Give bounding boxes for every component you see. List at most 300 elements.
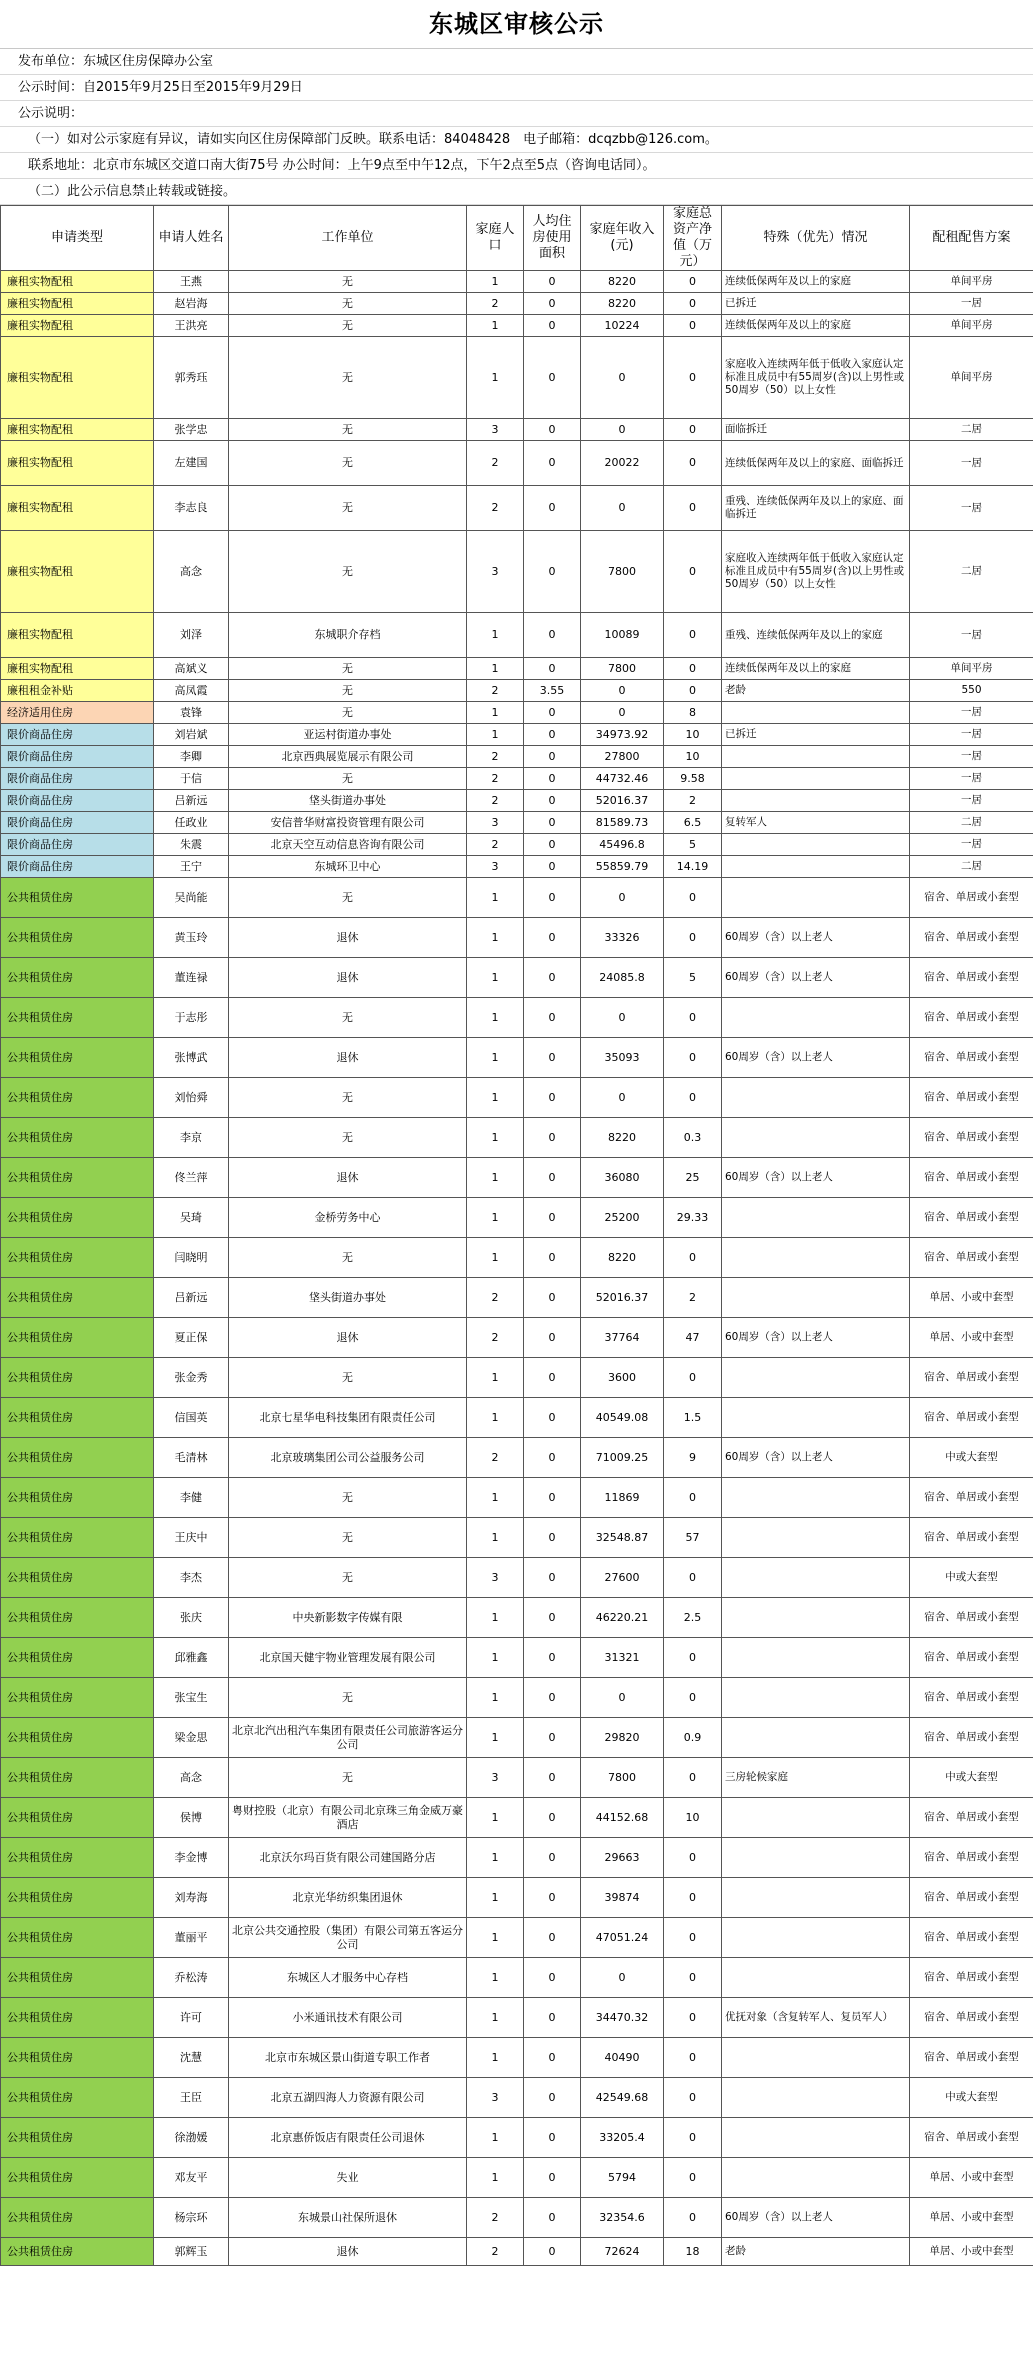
table-row <box>1 680 1033 702</box>
cell-population: 1 <box>467 315 524 337</box>
cell-assets: 0 <box>664 878 722 918</box>
cell-name: 吴尚能 <box>154 878 229 918</box>
cell-type: 公共租赁住房 <box>1 1678 154 1718</box>
cell-income: 27600 <box>581 1558 664 1598</box>
cell-type: 公共租赁住房 <box>1 918 154 958</box>
cell-area: 0 <box>524 702 581 724</box>
cell-type: 公共租赁住房 <box>1 1798 154 1838</box>
cell-income: 34470.32 <box>581 1998 664 2038</box>
cell-name: 李健 <box>154 1478 229 1518</box>
cell-type: 公共租赁住房 <box>1 2038 154 2078</box>
publisher-line: 发布单位：东城区住房保障办公室 <box>0 49 1033 75</box>
cell-name: 李杰 <box>154 1558 229 1598</box>
cell-type: 公共租赁住房 <box>1 1158 154 1198</box>
cell-name: 朱震 <box>154 834 229 856</box>
cell-special: 老龄 <box>722 680 910 702</box>
cell-unit: 无 <box>229 998 467 1038</box>
cell-population: 1 <box>467 1358 524 1398</box>
cell-assets: 0 <box>664 441 722 486</box>
cell-population: 1 <box>467 702 524 724</box>
cell-income: 40490 <box>581 2038 664 2078</box>
cell-population: 1 <box>467 1158 524 1198</box>
cell-income: 7800 <box>581 531 664 613</box>
table-row <box>1 1558 1033 1598</box>
cell-scheme: 宿舍、单居或小套型 <box>910 1798 1033 1838</box>
table-row <box>1 613 1033 658</box>
cell-scheme: 550 <box>910 680 1033 702</box>
cell-scheme: 一居 <box>910 834 1033 856</box>
cell-assets: 0 <box>664 680 722 702</box>
cell-unit: 中央新影数字传媒有限 <box>229 1598 467 1638</box>
cell-population: 1 <box>467 1598 524 1638</box>
cell-population: 3 <box>467 1558 524 1598</box>
cell-population: 1 <box>467 1078 524 1118</box>
table-row <box>1 2038 1033 2078</box>
cell-area: 0 <box>524 958 581 998</box>
cell-unit: 北京市东城区景山街道专职工作者 <box>229 2038 467 2078</box>
cell-name: 黄玉玲 <box>154 918 229 958</box>
cell-special <box>722 1638 910 1678</box>
cell-special: 连续低保两年及以上的家庭、面临拆迁 <box>722 441 910 486</box>
cell-unit: 东城景山社保所退休 <box>229 2198 467 2238</box>
cell-name: 王洪亮 <box>154 315 229 337</box>
cell-income: 45496.8 <box>581 834 664 856</box>
cell-income: 7800 <box>581 1758 664 1798</box>
cell-population: 1 <box>467 271 524 293</box>
cell-assets: 0 <box>664 1558 722 1598</box>
cell-name: 乔松涛 <box>154 1958 229 1998</box>
cell-name: 董丽平 <box>154 1918 229 1958</box>
cell-assets: 0 <box>664 1918 722 1958</box>
cell-area: 0 <box>524 1318 581 1358</box>
cell-scheme: 中或大套型 <box>910 2078 1033 2118</box>
cell-population: 2 <box>467 441 524 486</box>
table-row <box>1 918 1033 958</box>
page-title: 东城区审核公示 <box>0 0 1033 49</box>
col-header-income: 家庭年收入(元) <box>581 206 664 271</box>
cell-income: 0 <box>581 1958 664 1998</box>
cell-income: 37764 <box>581 1318 664 1358</box>
cell-income: 29663 <box>581 1838 664 1878</box>
cell-assets: 0 <box>664 918 722 958</box>
cell-name: 闫晓明 <box>154 1238 229 1278</box>
cell-area: 0 <box>524 2158 581 2198</box>
cell-area: 0 <box>524 1678 581 1718</box>
cell-type: 公共租赁住房 <box>1 1438 154 1478</box>
cell-population: 1 <box>467 724 524 746</box>
cell-scheme: 宿舍、单居或小套型 <box>910 2038 1033 2078</box>
cell-population: 1 <box>467 613 524 658</box>
cell-income: 31321 <box>581 1638 664 1678</box>
cell-scheme: 宿舍、单居或小套型 <box>910 1598 1033 1638</box>
note-address: 联系地址：北京市东城区交道口南大街75号 办公时间：上午9点至中午12点，下午2点至5点（咨询电话同）。 <box>0 153 1033 179</box>
table-row <box>1 2238 1033 2266</box>
cell-population: 1 <box>467 958 524 998</box>
cell-type: 公共租赁住房 <box>1 2158 154 2198</box>
cell-name: 许可 <box>154 1998 229 2038</box>
cell-special <box>722 1718 910 1758</box>
cell-unit: 北京国天健宇物业管理发展有限公司 <box>229 1638 467 1678</box>
cell-population: 1 <box>467 1478 524 1518</box>
cell-scheme: 宿舍、单居或小套型 <box>910 1118 1033 1158</box>
cell-name: 高念 <box>154 531 229 613</box>
cell-name: 吕新远 <box>154 790 229 812</box>
cell-assets: 29.33 <box>664 1198 722 1238</box>
cell-special: 连续低保两年及以上的家庭 <box>722 271 910 293</box>
cell-unit: 北京七星华电科技集团有限责任公司 <box>229 1398 467 1438</box>
cell-name: 高念 <box>154 1758 229 1798</box>
cell-scheme: 单间平房 <box>910 658 1033 680</box>
cell-area: 0 <box>524 1398 581 1438</box>
cell-special <box>722 768 910 790</box>
cell-unit: 无 <box>229 1678 467 1718</box>
cell-assets: 0 <box>664 613 722 658</box>
cell-name: 张博武 <box>154 1038 229 1078</box>
cell-type: 公共租赁住房 <box>1 998 154 1038</box>
table-row <box>1 1478 1033 1518</box>
cell-income: 81589.73 <box>581 812 664 834</box>
cell-special: 重残、连续低保两年及以上的家庭、面临拆迁 <box>722 486 910 531</box>
cell-name: 袁锋 <box>154 702 229 724</box>
cell-area: 0 <box>524 1838 581 1878</box>
cell-scheme: 宿舍、单居或小套型 <box>910 998 1033 1038</box>
cell-income: 25200 <box>581 1198 664 1238</box>
cell-population: 1 <box>467 2118 524 2158</box>
cell-assets: 2 <box>664 790 722 812</box>
cell-income: 0 <box>581 680 664 702</box>
cell-assets: 2 <box>664 1278 722 1318</box>
cell-special <box>722 1118 910 1158</box>
cell-scheme: 单间平房 <box>910 337 1033 419</box>
cell-scheme: 单居、小或中套型 <box>910 1278 1033 1318</box>
cell-area: 0 <box>524 293 581 315</box>
cell-special <box>722 1798 910 1838</box>
cell-type: 公共租赁住房 <box>1 1878 154 1918</box>
cell-assets: 0 <box>664 1998 722 2038</box>
cell-scheme: 二居 <box>910 419 1033 441</box>
cell-unit: 无 <box>229 1078 467 1118</box>
cell-assets: 0 <box>664 1238 722 1278</box>
cell-assets: 0 <box>664 293 722 315</box>
cell-name: 董连禄 <box>154 958 229 998</box>
cell-income: 27800 <box>581 746 664 768</box>
cell-type: 公共租赁住房 <box>1 1038 154 1078</box>
cell-assets: 25 <box>664 1158 722 1198</box>
cell-scheme: 单居、小或中套型 <box>910 2198 1033 2238</box>
cell-scheme: 宿舍、单居或小套型 <box>910 878 1033 918</box>
cell-scheme: 一居 <box>910 441 1033 486</box>
cell-type: 经济适用住房 <box>1 702 154 724</box>
cell-assets: 0 <box>664 1758 722 1798</box>
cell-area: 0 <box>524 2118 581 2158</box>
cell-special <box>722 1358 910 1398</box>
cell-income: 40549.08 <box>581 1398 664 1438</box>
cell-income: 36080 <box>581 1158 664 1198</box>
table-row <box>1 702 1033 724</box>
cell-area: 0 <box>524 1998 581 2038</box>
table-row <box>1 1118 1033 1158</box>
cell-income: 0 <box>581 878 664 918</box>
cell-scheme: 宿舍、单居或小套型 <box>910 1838 1033 1878</box>
cell-population: 3 <box>467 1758 524 1798</box>
cell-scheme: 中或大套型 <box>910 1438 1033 1478</box>
cell-income: 35093 <box>581 1038 664 1078</box>
cell-assets: 0.3 <box>664 1118 722 1158</box>
cell-assets: 2.5 <box>664 1598 722 1638</box>
cell-income: 29820 <box>581 1718 664 1758</box>
cell-type: 限价商品住房 <box>1 768 154 790</box>
cell-name: 刘泽 <box>154 613 229 658</box>
cell-type: 公共租赁住房 <box>1 1518 154 1558</box>
cell-income: 24085.8 <box>581 958 664 998</box>
col-header-assets: 家庭总资产净值（万元） <box>664 206 722 271</box>
cell-income: 5794 <box>581 2158 664 2198</box>
cell-assets: 0 <box>664 2158 722 2198</box>
cell-type: 公共租赁住房 <box>1 1718 154 1758</box>
cell-area: 0 <box>524 419 581 441</box>
cell-income: 20022 <box>581 441 664 486</box>
table-body <box>1 271 1033 2266</box>
table-row <box>1 1878 1033 1918</box>
cell-area: 0 <box>524 1878 581 1918</box>
cell-scheme: 宿舍、单居或小套型 <box>910 1718 1033 1758</box>
cell-population: 2 <box>467 1318 524 1358</box>
cell-special <box>722 746 910 768</box>
cell-special: 重残、连续低保两年及以上的家庭 <box>722 613 910 658</box>
cell-unit: 退休 <box>229 2238 467 2266</box>
cell-population: 3 <box>467 419 524 441</box>
cell-population: 3 <box>467 856 524 878</box>
cell-scheme: 一居 <box>910 486 1033 531</box>
cell-population: 2 <box>467 2238 524 2266</box>
cell-special: 三房轮候家庭 <box>722 1758 910 1798</box>
cell-population: 1 <box>467 1838 524 1878</box>
table-row <box>1 2118 1033 2158</box>
cell-special: 复转军人 <box>722 812 910 834</box>
cell-assets: 0 <box>664 1078 722 1118</box>
cell-population: 1 <box>467 1798 524 1838</box>
cell-type: 公共租赁住房 <box>1 1118 154 1158</box>
cell-area: 0 <box>524 531 581 613</box>
cell-assets: 0 <box>664 2078 722 2118</box>
cell-special <box>722 1878 910 1918</box>
cell-unit: 退休 <box>229 1158 467 1198</box>
cell-scheme: 一居 <box>910 613 1033 658</box>
cell-population: 1 <box>467 1398 524 1438</box>
cell-area: 0 <box>524 1078 581 1118</box>
cell-area: 0 <box>524 1638 581 1678</box>
cell-name: 刘怡舜 <box>154 1078 229 1118</box>
cell-income: 8220 <box>581 271 664 293</box>
cell-income: 0 <box>581 702 664 724</box>
cell-special <box>722 1558 910 1598</box>
cell-assets: 47 <box>664 1318 722 1358</box>
cell-unit: 无 <box>229 1478 467 1518</box>
cell-scheme: 单居、小或中套型 <box>910 1318 1033 1358</box>
cell-unit: 退休 <box>229 958 467 998</box>
cell-type: 公共租赁住房 <box>1 1638 154 1678</box>
cell-unit: 无 <box>229 1118 467 1158</box>
cell-type: 公共租赁住房 <box>1 1918 154 1958</box>
table-row <box>1 1158 1033 1198</box>
table-row <box>1 315 1033 337</box>
cell-special <box>722 1238 910 1278</box>
cell-area: 0 <box>524 1598 581 1638</box>
cell-scheme: 宿舍、单居或小套型 <box>910 1478 1033 1518</box>
cell-special <box>722 1918 910 1958</box>
cell-special <box>722 790 910 812</box>
cell-type: 公共租赁住房 <box>1 1238 154 1278</box>
cell-type: 公共租赁住房 <box>1 1078 154 1118</box>
cell-assets: 10 <box>664 1798 722 1838</box>
cell-assets: 10 <box>664 746 722 768</box>
cell-scheme: 二居 <box>910 531 1033 613</box>
cell-name: 夏正保 <box>154 1318 229 1358</box>
table-row <box>1 1838 1033 1878</box>
cell-population: 2 <box>467 1278 524 1318</box>
cell-special <box>722 1958 910 1998</box>
cell-area: 0 <box>524 486 581 531</box>
cell-type: 限价商品住房 <box>1 746 154 768</box>
cell-area: 0 <box>524 441 581 486</box>
cell-assets: 8 <box>664 702 722 724</box>
cell-population: 2 <box>467 2198 524 2238</box>
cell-income: 0 <box>581 998 664 1038</box>
table-row <box>1 958 1033 998</box>
cell-income: 47051.24 <box>581 1918 664 1958</box>
cell-unit: 退休 <box>229 1318 467 1358</box>
cell-area: 0 <box>524 790 581 812</box>
cell-income: 44152.68 <box>581 1798 664 1838</box>
cell-unit: 东城职介存档 <box>229 613 467 658</box>
cell-name: 李志良 <box>154 486 229 531</box>
cell-name: 郭秀珏 <box>154 337 229 419</box>
cell-unit: 粤财控股（北京）有限公司北京珠三角金威万豪酒店 <box>229 1798 467 1838</box>
cell-name: 刘岩斌 <box>154 724 229 746</box>
cell-scheme: 宿舍、单居或小套型 <box>910 1678 1033 1718</box>
cell-type: 限价商品住房 <box>1 834 154 856</box>
table-row <box>1 486 1033 531</box>
cell-name: 王庆中 <box>154 1518 229 1558</box>
cell-type: 廉租实物配租 <box>1 486 154 531</box>
cell-type: 廉租实物配租 <box>1 441 154 486</box>
cell-unit: 北京西典展览展示有限公司 <box>229 746 467 768</box>
table-row <box>1 658 1033 680</box>
cell-scheme: 一居 <box>910 293 1033 315</box>
cell-special: 60周岁（含）以上老人 <box>722 1038 910 1078</box>
cell-scheme: 宿舍、单居或小套型 <box>910 2118 1033 2158</box>
table-row <box>1 1998 1033 2038</box>
cell-special <box>722 1198 910 1238</box>
cell-population: 1 <box>467 2158 524 2198</box>
table-row <box>1 1718 1033 1758</box>
cell-area: 0 <box>524 1118 581 1158</box>
cell-assets: 0 <box>664 998 722 1038</box>
cell-income: 0 <box>581 1678 664 1718</box>
cell-special <box>722 1278 910 1318</box>
note-objection: （一）如对公示家庭有异议，请如实向区住房保障部门反映。联系电话：84048428 电子邮箱：dcqzbb@126.com。 <box>0 127 1033 153</box>
cell-type: 公共租赁住房 <box>1 2078 154 2118</box>
table-row <box>1 2158 1033 2198</box>
cell-area: 0 <box>524 337 581 419</box>
cell-area: 0 <box>524 1518 581 1558</box>
table-row <box>1 271 1033 293</box>
cell-assets: 0 <box>664 1038 722 1078</box>
cell-population: 1 <box>467 1958 524 1998</box>
table-row <box>1 998 1033 1038</box>
cell-population: 3 <box>467 531 524 613</box>
cell-name: 赵岩海 <box>154 293 229 315</box>
cell-assets: 5 <box>664 958 722 998</box>
table-row <box>1 1278 1033 1318</box>
cell-scheme: 宿舍、单居或小套型 <box>910 958 1033 998</box>
cell-name: 郭辉玉 <box>154 2238 229 2266</box>
cell-name: 李卿 <box>154 746 229 768</box>
cell-area: 0 <box>524 812 581 834</box>
cell-type: 公共租赁住房 <box>1 2238 154 2266</box>
cell-type: 公共租赁住房 <box>1 958 154 998</box>
cell-name: 任政业 <box>154 812 229 834</box>
cell-scheme: 一居 <box>910 702 1033 724</box>
table-row <box>1 1638 1033 1678</box>
cell-assets: 0 <box>664 271 722 293</box>
cell-population: 1 <box>467 998 524 1038</box>
cell-special: 60周岁（含）以上老人 <box>722 1318 910 1358</box>
cell-scheme: 宿舍、单居或小套型 <box>910 1038 1033 1078</box>
table-row <box>1 1758 1033 1798</box>
cell-name: 徐渤媛 <box>154 2118 229 2158</box>
cell-area: 0 <box>524 1798 581 1838</box>
cell-name: 梁金思 <box>154 1718 229 1758</box>
cell-scheme: 一居 <box>910 768 1033 790</box>
cell-unit: 无 <box>229 337 467 419</box>
cell-income: 0 <box>581 1078 664 1118</box>
cell-scheme: 宿舍、单居或小套型 <box>910 1238 1033 1278</box>
cell-assets: 6.5 <box>664 812 722 834</box>
cell-income: 42549.68 <box>581 2078 664 2118</box>
cell-assets: 0 <box>664 1838 722 1878</box>
cell-type: 限价商品住房 <box>1 790 154 812</box>
cell-unit: 北京光华纺织集团退休 <box>229 1878 467 1918</box>
cell-assets: 0 <box>664 658 722 680</box>
cell-scheme: 单间平房 <box>910 315 1033 337</box>
cell-unit: 垡头街道办事处 <box>229 1278 467 1318</box>
cell-area: 0 <box>524 1238 581 1278</box>
cell-unit: 无 <box>229 658 467 680</box>
cell-unit: 无 <box>229 768 467 790</box>
table-row <box>1 1598 1033 1638</box>
cell-income: 0 <box>581 337 664 419</box>
cell-unit: 失业 <box>229 2158 467 2198</box>
cell-name: 李金博 <box>154 1838 229 1878</box>
cell-area: 0 <box>524 658 581 680</box>
cell-special <box>722 834 910 856</box>
cell-income: 0 <box>581 419 664 441</box>
cell-area: 0 <box>524 1358 581 1398</box>
cell-area: 0 <box>524 1758 581 1798</box>
cell-unit: 无 <box>229 1758 467 1798</box>
cell-scheme: 中或大套型 <box>910 1758 1033 1798</box>
cell-population: 3 <box>467 2078 524 2118</box>
cell-unit: 退休 <box>229 918 467 958</box>
cell-income: 3600 <box>581 1358 664 1398</box>
table-row <box>1 1678 1033 1718</box>
cell-special <box>722 2158 910 2198</box>
table-row <box>1 856 1033 878</box>
cell-income: 8220 <box>581 293 664 315</box>
cell-income: 71009.25 <box>581 1438 664 1478</box>
cell-name: 王宁 <box>154 856 229 878</box>
